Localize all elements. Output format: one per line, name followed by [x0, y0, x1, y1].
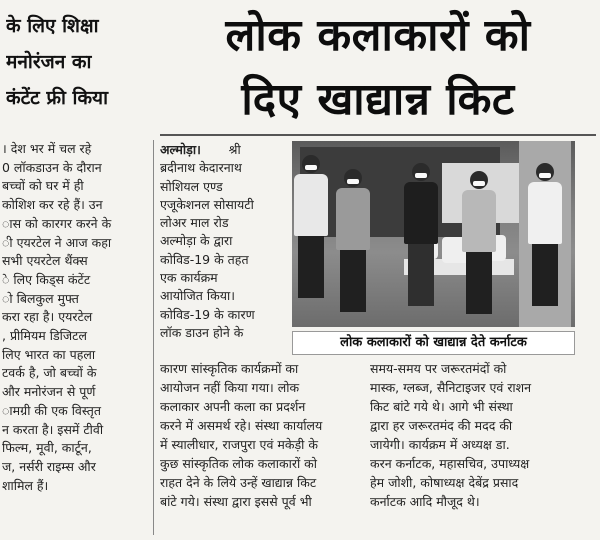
left-body-line: न करता है। इसमें टीवी	[2, 421, 104, 437]
body-line: मास्क, ग्लब्ज, सैनिटाइजर एवं राशन	[370, 380, 532, 395]
left-headline-line: के लिए शिक्षा	[6, 15, 99, 37]
body-line: एक कार्यक्रम	[160, 270, 218, 286]
left-body-line: बच्चों को घर में ही	[2, 178, 84, 194]
body-line: करने में असमर्थ रहे। संस्था कार्यालय	[160, 418, 323, 433]
body-line: सोशियल एण्ड	[160, 178, 223, 194]
main-headline-line: दिए खाद्यान्न किट	[241, 74, 515, 125]
left-body-line: , प्रीमियम डिजिटल	[2, 328, 87, 344]
left-body-line: सभी एयरटेल थैंक्स	[2, 253, 88, 269]
news-photo	[292, 141, 575, 327]
person-figure	[462, 171, 496, 314]
main-article-headline	[160, 4, 596, 132]
body-line: कर्नाटक आदि मौजूद थे।	[370, 494, 480, 509]
person-figure	[336, 169, 370, 312]
person-figure	[404, 163, 438, 306]
body-line: लोअर माल रोड	[160, 215, 229, 231]
left-body-line: लिए भारत का पहला	[2, 346, 96, 362]
left-body-line: और मनोरंजन से पूर्ण	[2, 384, 96, 400]
body-line: हेम जोशी, कोषाध्यक्ष देबेंद्र प्रसाद	[370, 475, 519, 490]
body-line: में स्यालीधार, राजपुरा एवं मकेड़ी के	[160, 437, 318, 452]
body-line: कुछ सांस्कृतिक लोक कलाकारों को	[160, 456, 318, 471]
headline-rule	[160, 134, 596, 136]
dateline: अल्मोड़ा।	[160, 142, 201, 157]
body-line: अल्मोड़ा के द्वारा	[160, 233, 233, 249]
left-body-line: टवर्क है, जो बच्चों के	[2, 365, 97, 381]
body-line: कोविड-19 के तहत	[160, 251, 249, 267]
left-body-line: 0 लॉकडाउन के दौरान	[2, 159, 102, 175]
person-figure	[294, 155, 328, 298]
body-line: लॉक डाउन होने के	[160, 324, 244, 340]
main-article-body-bottom-left	[160, 359, 364, 511]
body-line: समय-समय पर जरूरतमंदों को	[370, 361, 507, 376]
body-line: राहत देने के लिये उन्हें खाद्यान्न किट	[160, 475, 317, 490]
body-line: एजूकेशनल सोसायटी	[160, 196, 254, 212]
body-line: करन कर्नाटक, महासचिव, उपाध्यक्ष	[370, 456, 530, 471]
left-article-headline	[6, 8, 156, 116]
left-body-line: े लिए किड्स कंटेंट	[2, 271, 91, 287]
body-line-fragment: श्री	[228, 142, 241, 157]
left-body-line: कोशिश कर रहे हैं। उन	[2, 197, 103, 213]
body-line	[160, 141, 288, 159]
main-headline-line: लोक कलाकारों को	[225, 10, 531, 61]
left-body-line: शामिल हैं।	[2, 477, 49, 493]
left-body-line: ज, नर्सरी राइम्स और	[2, 458, 96, 474]
body-line: बांटे गये। संस्था द्वारा इससे पूर्व भी	[160, 494, 312, 509]
left-body-line: । देश भर में चल रहे	[2, 141, 92, 156]
column-divider	[153, 140, 154, 535]
body-line: कलाकार अपनी कला का प्रदर्शन	[160, 399, 306, 414]
left-body-line: ी एयरटेल ने आज कहा	[2, 234, 112, 250]
left-headline-line: मनोरंजन का	[6, 51, 92, 73]
left-body-line: फिल्म, मूवी, कार्टून,	[2, 440, 92, 456]
body-line: ब्रदीनाथ केदारनाथ	[160, 160, 242, 176]
body-line: द्वारा हर जरूरतमंद की मदद की	[370, 418, 513, 433]
left-body-line: ो बिलकुल मुफ्त	[2, 290, 79, 306]
left-headline-line: कंटेंट फ्री किया	[6, 87, 108, 109]
main-article-body-top	[160, 141, 288, 342]
left-body-line: ास को कारगर करने के	[2, 215, 112, 231]
main-article-body-bottom-right	[370, 359, 575, 511]
body-line: आयोजित किया।	[160, 288, 235, 304]
body-line: जायेगी। कार्यक्रम में अध्यक्ष डा.	[370, 437, 510, 452]
body-line: आयोजन नहीं किया गया। लोक	[160, 380, 300, 395]
body-line: कोविड-19 के कारण	[160, 306, 255, 322]
left-body-line: करा रहा है। एयरटेल	[2, 309, 93, 325]
body-line: किट बांटे गये थे। आगे भी संस्था	[370, 399, 513, 414]
body-line: कारण सांस्कृतिक कार्यक्रमों का	[160, 361, 299, 376]
photo-caption: लोक कलाकारों को खाद्यान्न देते कर्नाटक	[292, 331, 575, 355]
left-article-body	[2, 140, 152, 495]
left-body-line: ामग्री की एक विस्तृत	[2, 402, 101, 418]
person-figure	[528, 163, 562, 306]
